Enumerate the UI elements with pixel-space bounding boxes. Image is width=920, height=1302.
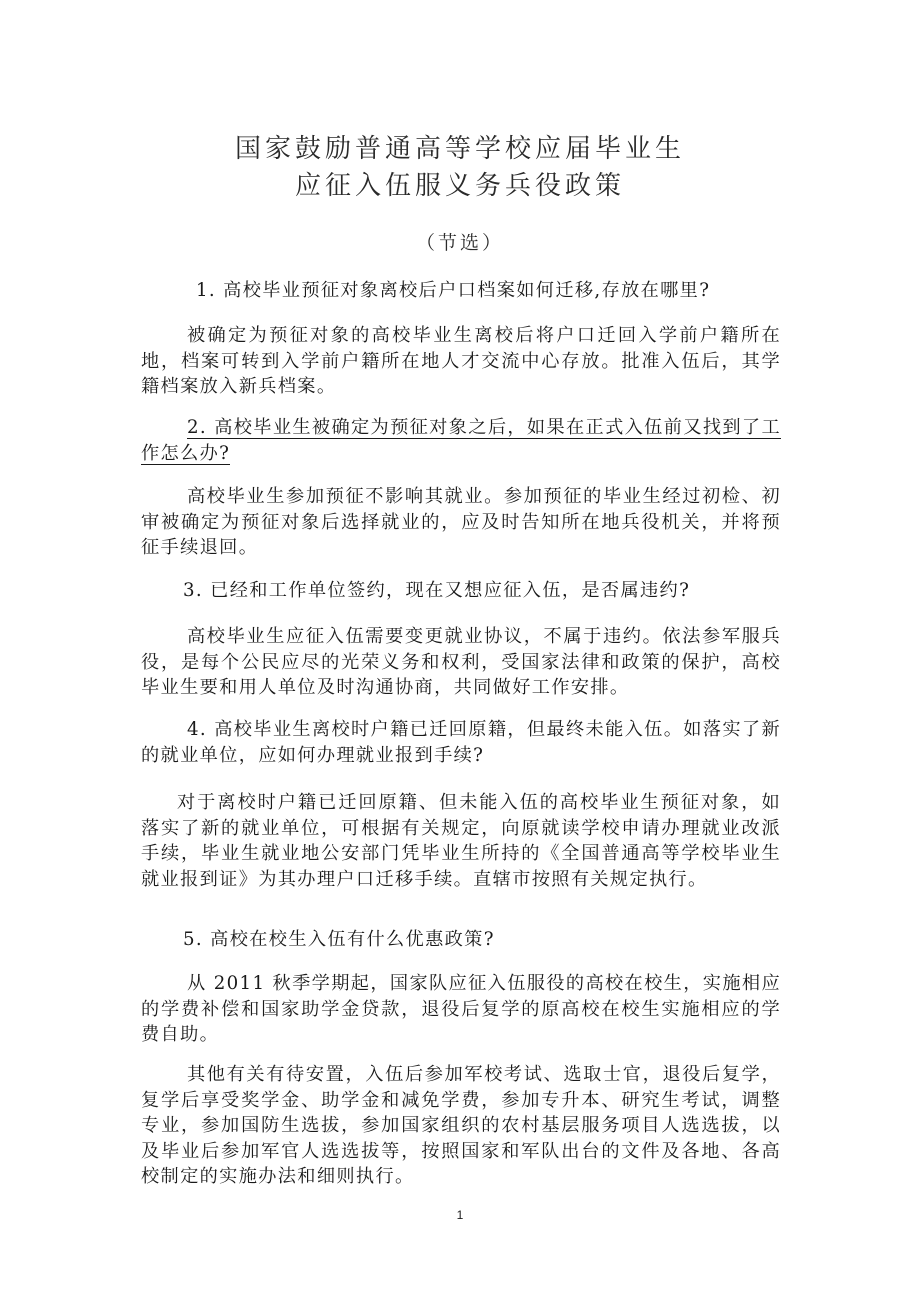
title-line-2: 应征入伍服义务兵役政策: [294, 171, 625, 201]
answer-1: 被确定为预征对象的高校毕业生离校后将户口迁回入学前户籍所在地，档案可转到入学前户籍所在地人才交流中心存放。批准入伍后，其学籍档案放入新兵档案。: [141, 325, 781, 398]
title-line-1: 国家鼓励普通高等学校应届毕业生: [234, 134, 685, 164]
question-3: 3. 已经和工作单位签约，现在又想应征入伍，是否属违约?: [183, 580, 691, 601]
question-5: 5. 高校在校生入伍有什么优惠政策?: [183, 929, 495, 950]
question-2: [141, 415, 781, 466]
answer-4: 对于离校时户籍已迁回原籍、但未能入伍的高校毕业生预征对象，如落实了新的就业单位，可根据有关规定，向原就读学校申请办理就业改派手续，毕业生就业地公安部门凭毕业生所持的《全国普通高等学校毕业生就业报到证》为其办理户口迁移手续。直辖市按照有关规定执行。: [141, 792, 781, 890]
question-4: 4. 高校毕业生离校时户籍已迁回原籍，但最终未能入伍。如落实了新的就业单位，应如何办理就业报到手续?: [141, 719, 781, 766]
question-2-text: 2. 高校毕业生被确定为预征对象之后，如果在正式入伍前又找到了工作怎么办?: [141, 417, 781, 464]
answer-2: 高校毕业生参加预征不影响其就业。参加预征的毕业生经过初检、初审被确定为预征对象后选择就业的，应及时告知所在地兵役机关，并将预征手续退回。: [141, 486, 781, 559]
question-1: 1. 高校毕业预征对象离校后户口档案如何迁移,存放在哪里?: [196, 280, 711, 301]
page-number: 1: [456, 1208, 464, 1222]
answer-5: 从 2011 秋季学期起，国家队应征入伍服役的高校在校生，实施相应的学费补偿和国家助学金贷款，退役后复学的原高校在校生实施相应的学费自助。: [141, 973, 781, 1046]
subtitle: （节选）: [415, 232, 504, 254]
closing-paragraph: 其他有关有待安置，入伍后参加军校考试、选取士官，退役后复学，复学后享受奖学金、助学金和减免学费，参加专升本、研究生考试，调整专业，参加国防生选拔，参加国家组织的农村基层服务项目人选选拔，以及毕业后参加军官人选选拔等，按照国家和军队出台的文件及各地、各高校制定的实施办法和细则执行。: [141, 1064, 781, 1188]
answer-3: 高校毕业生应征入伍需要变更就业协议，不属于违约。依法参军服兵役，是每个公民应尽的光荣义务和权利，受国家法律和政策的保护，高校毕业生要和用人单位及时沟通协商，共同做好工作安排。: [141, 626, 781, 699]
